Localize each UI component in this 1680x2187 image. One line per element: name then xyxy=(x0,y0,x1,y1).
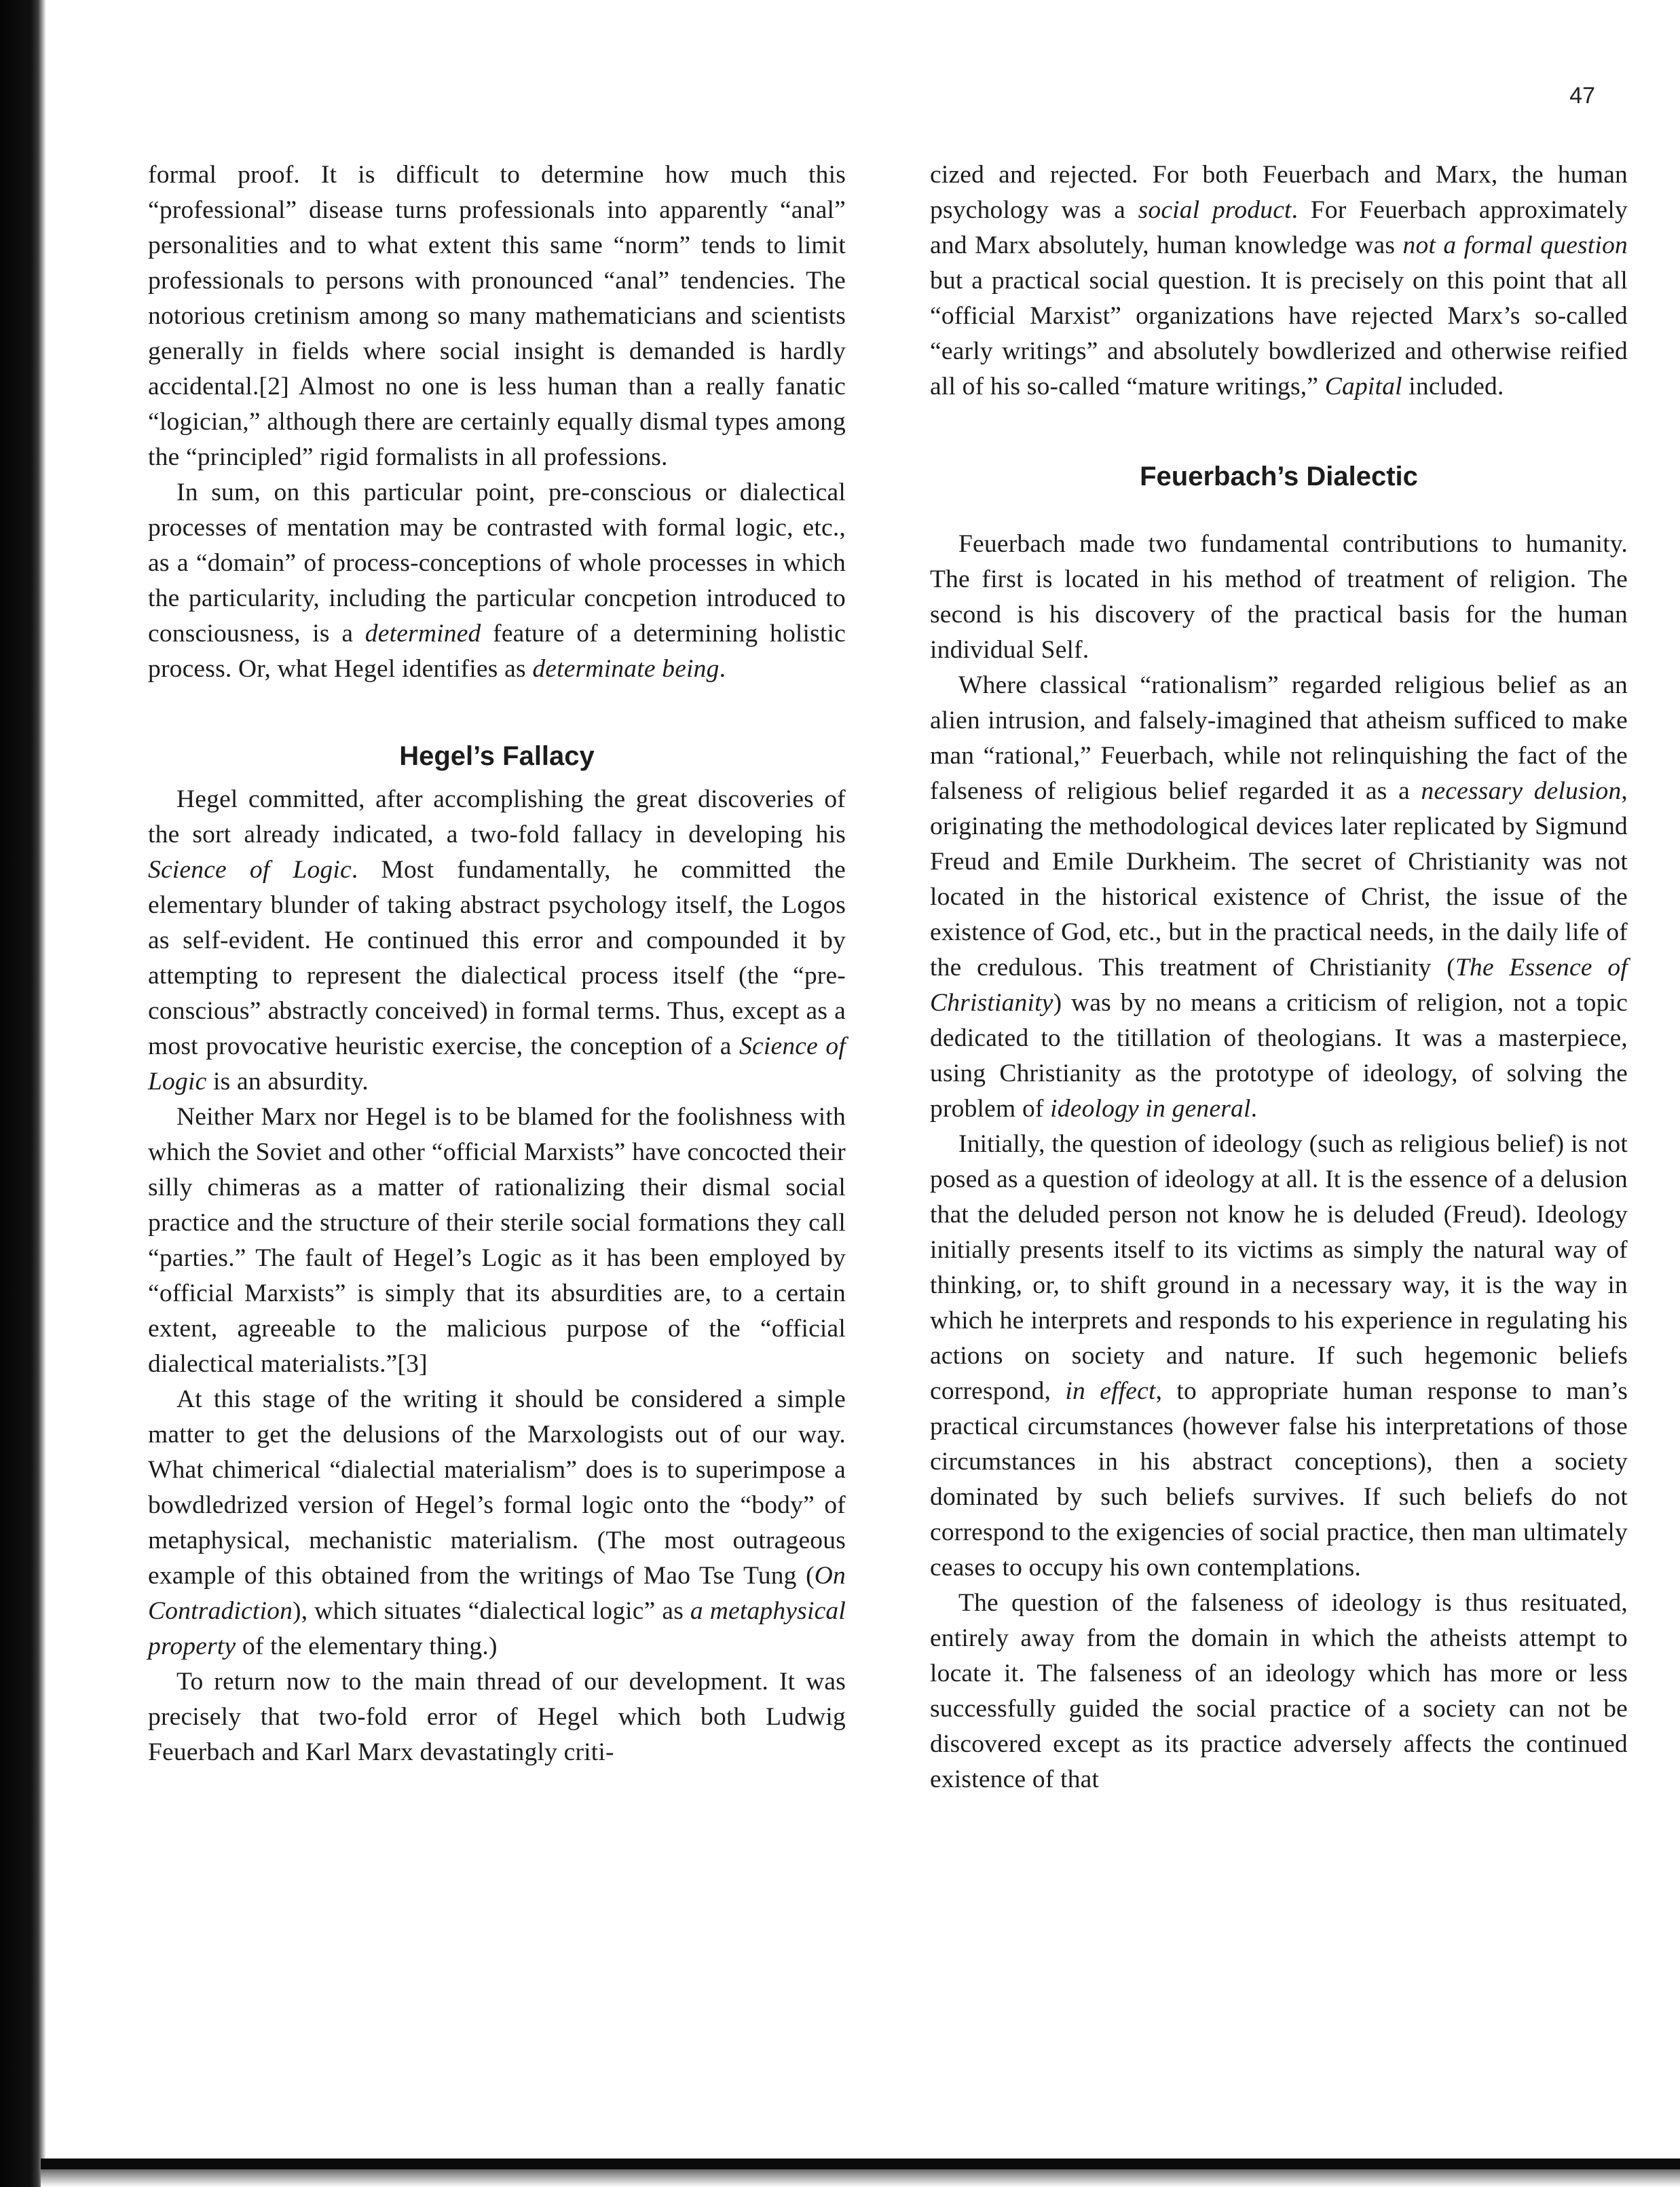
left-column xyxy=(148,157,846,1770)
left-paragraph-5: At this stage of the writing it should be considered a simple matter to get the delusions of the Marxologists out of our way. What chimerical “dialectial materialism” does is to superimpose a bowdledrized version of Hegel’s formal logic onto the “body” of metaphysical, mechanistic materialism. (The most outrageous example of this obtained from the writings of Mao Tse Tung (On Contradiction), which situates “dialectical logic” as a metaphysical property of the elementary thing.) xyxy=(148,1385,846,1660)
right-paragraph-5: The question of the falseness of ideology is thus resituated, entirely away from the domain in which the atheists attempt to locate it. The falseness of an ideology which has more or less successfully guided the social practice of a society can not be discovered except as its practice adversely affects the continued existence of that xyxy=(930,1589,1628,1793)
page-number: 47 xyxy=(1569,83,1595,109)
section-heading-hegels-fallacy: Hegel’s Fallacy xyxy=(399,741,595,771)
right-paragraph-3: Where classical “rationalism” regarded religious belief as an alien intrusion, and falsely-imagined that atheism sufficed to make man “rational,” Feuerbach, while not relinquishing the fact of the falseness of religious belief regarded it as a necessary delusion, originating the methodological devices later replicated by Sigmund Freud and Emile Durkheim. The secret of Christianity was not located in the historical existence of Christ, the issue of the existence of God, etc., but in the practical needs, in the daily life of the credulous. This treatment of Christianity (The Essence of Christianity) was by no means a criticism of religion, not a topic dedicated to the titillation of theologians. It was a masterpiece, using Christianity as the prototype of ideology, of solving the problem of ideology in general. xyxy=(930,671,1628,1123)
section-heading-feuerbachs-dialectic: Feuerbach’s Dialectic xyxy=(1140,462,1418,491)
left-paragraph-4: Neither Marx nor Hegel is to be blamed for the foolishness with which the Soviet and other “official Marxists” have concocted their silly chimeras as a matter of rationalizing their dismal social practice and the structure of their sterile social formations they call “parties.” The fault of Hegel’s Logic as it has been employed by “official Marxists” is simply that its absurdities are, to a certain extent, agreeable to the malicious purpose of the “official dialectical materialists.”[3] xyxy=(148,1103,846,1378)
left-paragraph-3: Hegel committed, after accomplishing the great discoveries of the sort already indicated, a two-fold fallacy in developing his Science of Logic. Most fundamentally, he committed the elementary blunder of taking abstract psychology itself, the Logos as self-evident. He continued this error and compounded it by attempting to represent the dialectical process itself (the “pre-conscious” abstractly conceived) in formal terms. Thus, except as a most provocative heuristic exercise, the conception of a Science of Logic is an absurdity. xyxy=(148,785,846,1096)
right-paragraph-1: cized and rejected. For both Feuerbach and Marx, the human psychology was a social product. For Feuerbach approximately and Marx absolutely, human knowledge was not a formal question but a practical social question. It is precisely on this point that all “official Marxist” organizations have rejected Marx’s so-called “early writings” and absolutely bowdlerized and otherwise reified all of his so-called “mature writings,” Capital included. xyxy=(930,161,1628,400)
bottom-scan-shadow xyxy=(41,2169,1680,2187)
left-paragraph-1: formal proof. It is difficult to determine how much this “professional” disease turns professionals into apparently “anal” personalities and to what extent this same “norm” tends to limit professionals to persons with pronounced “anal” tendencies. The notorious cretinism among so many mathematicians and scientists generally in fields where social insight is demanded is hardly accidental.[2] Almost no one is less human than a really fanatic “logician,” although there are certainly equally dismal types among the “principled” rigid formalists in all professions. xyxy=(148,161,846,471)
left-paragraph-2: In sum, on this particular point, pre-conscious or dialectical processes of mentation may be contrasted with formal logic, etc., as a “domain” of process-conceptions of whole processes in which the particularity, including the particular concpetion introduced to consciousness, is a determined feature of a determining holistic process. Or, what Hegel identifies as determinate being. xyxy=(148,479,846,683)
right-paragraph-2: Feuerbach made two fundamental contributions to humanity. The first is located in his method of treatment of religion. The second is his discovery of the practical basis for the human individual Self. xyxy=(930,530,1628,664)
bottom-scan-edge xyxy=(41,2158,1680,2169)
left-paragraph-6: To return now to the main thread of our development. It was precisely that two-fold error of Hegel which both Ludwig Feuerbach and Karl Marx devastatingly criti- xyxy=(148,1668,846,1766)
right-paragraph-4: Initially, the question of ideology (such as religious belief) is not posed as a question of ideology at all. It is the essence of a delusion that the deluded person not know he is deluded (Freud). Ideology initially presents itself to its victims as simply the natural way of thinking, or, to shift ground in a necessary way, it is the way in which he interprets and responds to his experience in regulating his actions on society and nature. If such hegemonic beliefs correspond, in effect, to appropriate human response to man’s practical circumstances (however false his interpretations of those circumstances in his abstract conceptions), then a society dominated by such beliefs survives. If such beliefs do not correspond to the exigencies of social practice, then man ultimately ceases to occupy his own contemplations. xyxy=(930,1130,1628,1582)
page-binding-edge xyxy=(0,0,46,2187)
right-column xyxy=(930,157,1628,1797)
